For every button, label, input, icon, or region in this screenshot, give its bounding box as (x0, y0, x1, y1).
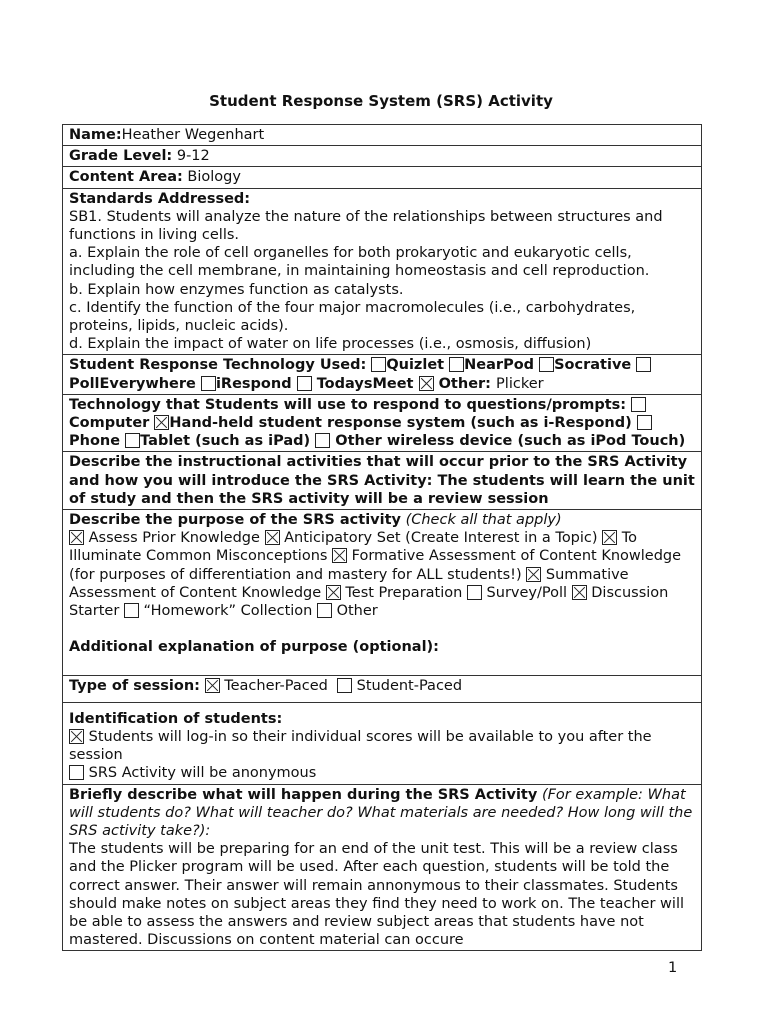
standard-line: d. Explain the impact of water on life processes (i.e., osmosis, diffusion) (69, 336, 592, 353)
checkbox-other-tech[interactable] (419, 376, 434, 391)
option-computer: Computer (69, 415, 150, 432)
identification-row (63, 702, 702, 784)
checkbox-discussion-starter[interactable] (572, 585, 587, 600)
during-activity-hint: (For example: What will students do? What will teacher do? What materials are needed? How long will the SRS activity take?): (69, 786, 693, 839)
purpose-hint: (Check all that apply) (405, 512, 562, 529)
grade-label: Grade Level: (69, 148, 173, 165)
grade-value: 9-12 (176, 148, 210, 165)
option-misconceptions: To Illuminate Common Misconceptions (69, 530, 638, 565)
devices-label: Technology that Students will use to respond to questions/prompts: (69, 396, 627, 413)
option-homework: “Homework” Collection (143, 603, 313, 620)
checkbox-quizlet[interactable] (371, 357, 386, 372)
name-label: Name: (69, 127, 122, 143)
option-other-tech: Other: (438, 375, 491, 392)
page-number: 1 (668, 960, 678, 976)
identification-label: Identification of students: (69, 710, 283, 727)
checkbox-student-paced[interactable] (337, 678, 352, 693)
checkbox-polleverywhere[interactable] (636, 357, 651, 372)
checkbox-homework[interactable] (124, 603, 139, 618)
option-todaysmeet: TodaysMeet (316, 375, 414, 392)
option-assess-prior: Assess Prior Knowledge (88, 530, 260, 547)
option-socrative: Socrative (554, 357, 632, 374)
standard-line: SB1. Students will analyze the nature of the relationships between structures and functions in living cells. (69, 208, 663, 244)
option-formative: Formative Assessment of Content Knowledge (for purposes of differentiation and mastery for ALL students!) (69, 548, 682, 583)
option-nearpod: NearPod (464, 357, 535, 374)
standard-line: a. Explain the role of cell organelles for both prokaryotic and eukaryotic cells, including the cell membrane, in maintaining homeostasis and cell reproduction. (69, 245, 650, 280)
option-anonymous: SRS Activity will be anonymous (88, 765, 317, 782)
option-handheld: Hand-held student response system (such as i-Respond) (169, 415, 632, 432)
option-teacher-paced: Teacher-Paced (224, 678, 328, 695)
option-summative: Summative Assessment of Content Knowledge (69, 566, 629, 601)
devices-row (63, 394, 702, 452)
checkbox-misconceptions[interactable] (602, 530, 617, 545)
standard-line: c. Identify the function of the four major macromolecules (i.e., carbohydrates, proteins, lipids, nucleic acids). (69, 299, 636, 335)
content-area-label: Content Area: (69, 169, 183, 186)
checkbox-anticipatory-set[interactable] (265, 530, 280, 545)
checkbox-other-purpose[interactable] (317, 603, 332, 618)
option-discussion-starter: Discussion Starter (69, 584, 669, 620)
checkbox-computer[interactable] (631, 397, 646, 412)
other-tech-value: Plicker (496, 375, 544, 392)
checkbox-handheld[interactable] (154, 415, 169, 430)
srs-form-table (62, 124, 702, 951)
during-activity-text: The students will be preparing for an end of the unit test. This will be a review class and the Plicker program will be used. After each question, students will be told the correct answer. Their answer will remain annonymous to their classmates. Students should make notes on subject areas they find they need to work on. The teacher will be able to assess the answers and review subject areas that students have not mastered. Discussions on content material can occure (69, 841, 684, 949)
tech-used-row (63, 355, 702, 394)
checkbox-irespond[interactable] (201, 376, 216, 391)
during-activity-row (63, 784, 702, 951)
checkbox-tablet[interactable] (125, 433, 140, 448)
option-polleverywhere: PollEverywhere (69, 375, 196, 392)
option-irespond: iRespond (215, 375, 292, 392)
checkbox-survey-poll[interactable] (467, 585, 482, 600)
checkbox-log-in[interactable] (69, 729, 84, 744)
purpose-label: Describe the purpose of the SRS activity (69, 512, 401, 529)
checkbox-formative[interactable] (332, 548, 347, 563)
option-student-paced: Student-Paced (356, 678, 463, 695)
checkbox-teacher-paced[interactable] (205, 678, 220, 693)
checkbox-nearpod[interactable] (449, 357, 464, 372)
standard-line: b. Explain how enzymes function as catalysts. (69, 281, 404, 298)
checkbox-socrative[interactable] (539, 357, 554, 372)
content-area-row (63, 167, 702, 188)
option-quizlet: Quizlet (386, 357, 445, 374)
purpose-row (63, 510, 702, 676)
option-phone: Phone (69, 433, 121, 450)
additional-explanation-label: Additional explanation of purpose (optional): (69, 639, 439, 656)
checkbox-test-prep[interactable] (326, 585, 341, 600)
standards-label: Standards Addressed: (69, 190, 251, 207)
checkbox-todaysmeet[interactable] (297, 376, 312, 391)
checkbox-anonymous[interactable] (69, 765, 84, 780)
checkbox-summative[interactable] (526, 567, 541, 582)
name-row (63, 125, 702, 146)
option-test-prep: Test Preparation (345, 584, 463, 601)
session-type-row (63, 676, 702, 702)
session-type-label: Type of session: (69, 678, 200, 695)
option-other-device: Other wireless device (such as iPod Touch) (335, 433, 686, 450)
prior-activities-row (63, 452, 702, 510)
option-other-purpose: Other (336, 603, 378, 620)
option-log-in: Students will log-in so their individual scores will be available to you after the session (69, 728, 652, 764)
name-value: Heather Wegenhart (121, 127, 265, 143)
checkbox-assess-prior[interactable] (69, 530, 84, 545)
page-title: Student Response System (SRS) Activity (209, 92, 553, 110)
prior-activities-text: Describe the instructional activities that will occur prior to the SRS Activity and how you will introduce the SRS Activity: The students will learn the unit of study and then the SRS activity will be a review session (69, 454, 695, 507)
checkbox-other-device[interactable] (315, 433, 330, 448)
option-anticipatory-set: Anticipatory Set (Create Interest in a Topic) (284, 530, 598, 547)
content-area-value: Biology (187, 169, 241, 186)
option-survey-poll: Survey/Poll (486, 584, 568, 601)
during-activity-label: Briefly describe what will happen during the SRS Activity (69, 786, 538, 803)
checkbox-phone[interactable] (637, 415, 652, 430)
standards-row (63, 188, 702, 355)
option-tablet: Tablet (such as iPad) (140, 433, 311, 450)
grade-row (63, 146, 702, 167)
tech-used-label: Student Response Technology Used: (69, 357, 367, 374)
